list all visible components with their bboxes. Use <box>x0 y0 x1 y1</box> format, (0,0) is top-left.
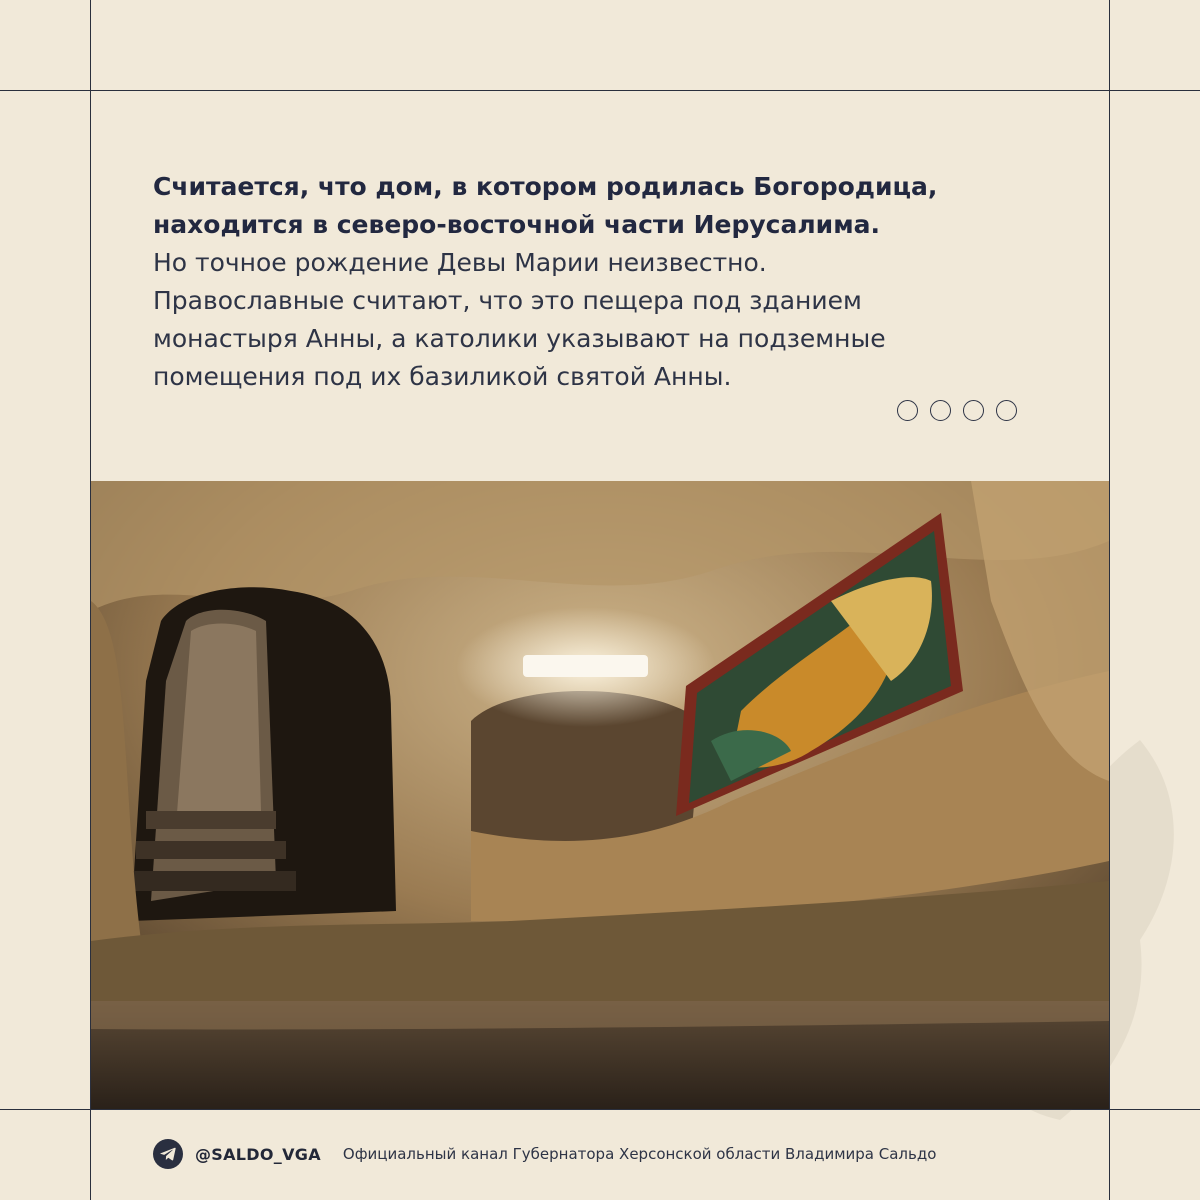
pagination-dots <box>897 400 1017 421</box>
footer <box>153 1138 936 1170</box>
channel-handle[interactable]: @SALDO_VGA <box>195 1144 321 1164</box>
text-line: помещения под их базиликой святой Анны. <box>153 362 732 391</box>
text-line: монастыря Анны, а католики указывают на подземные <box>153 324 886 353</box>
main-text <box>153 168 1053 396</box>
pagination-dot[interactable] <box>930 400 951 421</box>
text-bold-line: находится в северо-восточной части Иерусалима. <box>153 210 881 239</box>
text-bold-line: Считается, что дом, в котором родилась Богородица, <box>153 172 938 201</box>
channel-caption: Официальный канал Губернатора Херсонской области Владимира Сальдо <box>342 1145 937 1163</box>
cave-photo <box>91 481 1109 1109</box>
frame-line-top <box>0 90 1200 91</box>
text-line: Православные считают, что это пещера под зданием <box>153 286 862 315</box>
pagination-dot[interactable] <box>963 400 984 421</box>
telegram-icon[interactable] <box>153 1139 183 1169</box>
text-line: Но точное рождение Девы Марии неизвестно. <box>153 248 767 277</box>
pagination-dot[interactable] <box>996 400 1017 421</box>
pagination-dot[interactable] <box>897 400 918 421</box>
